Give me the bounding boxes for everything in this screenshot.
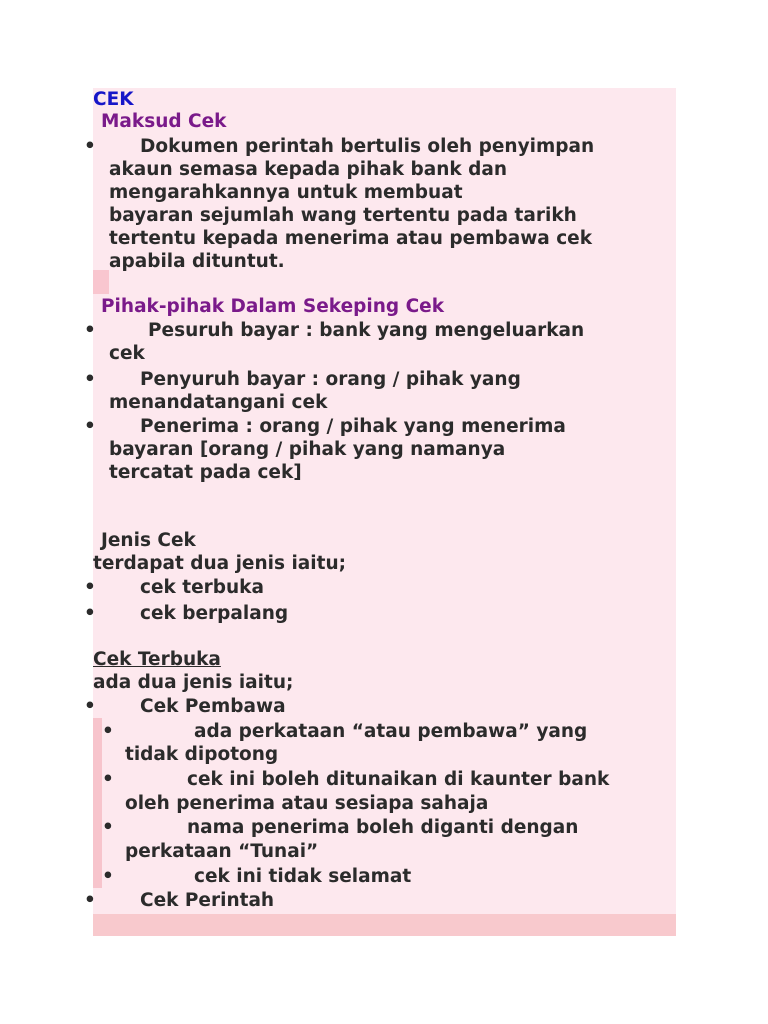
sub-list-item: nama penerima boleh diganti dengan <box>187 817 579 838</box>
list-item: Cek Pembawa <box>140 696 286 717</box>
paragraph-line: mengarahkannya untuk membuat <box>109 182 463 203</box>
paragraph-line: ada dua jenis iaitu; <box>93 672 294 693</box>
decorative-bar <box>93 270 109 294</box>
list-item: bayaran [orang / pihak yang namanya <box>109 439 506 460</box>
bullet-icon: • <box>84 890 96 911</box>
list-item: menandatangani cek <box>109 392 328 413</box>
paragraph-line: terdapat dua jenis iaitu; <box>93 553 347 574</box>
section-heading: Cek Terbuka <box>93 649 221 670</box>
sub-list-item: cek ini tidak selamat <box>194 866 412 887</box>
section-heading: Maksud Cek <box>101 111 227 132</box>
bullet-icon: • <box>84 603 96 624</box>
bullet-icon: • <box>84 136 96 157</box>
sub-list-item: perkataan “Tunai” <box>125 841 319 862</box>
bullet-icon: • <box>84 696 96 717</box>
bullet-icon: • <box>102 769 114 790</box>
bullet-icon: • <box>102 866 114 887</box>
list-item: cek <box>109 343 145 364</box>
bullet-icon: • <box>84 416 96 437</box>
paragraph-line: Dokumen perintah bertulis oleh penyimpan <box>140 136 595 157</box>
list-item: Penerima : orang / pihak yang menerima <box>140 416 566 437</box>
paragraph-line: tertentu kepada menerima atau pembawa cek <box>109 228 593 249</box>
bullet-icon: • <box>102 721 114 742</box>
list-item: Penyuruh bayar : orang / pihak yang <box>140 369 521 390</box>
decorative-bar <box>93 718 102 888</box>
bullet-icon: • <box>84 577 96 598</box>
paragraph-line: akaun semasa kepada pihak bank dan <box>109 159 508 180</box>
footer-band <box>93 914 676 936</box>
list-item: cek berpalang <box>140 603 289 624</box>
list-item: Cek Perintah <box>140 890 275 911</box>
bullet-icon: • <box>84 320 96 341</box>
list-item: tercatat pada cek] <box>109 462 302 483</box>
bullet-icon: • <box>84 369 96 390</box>
sub-list-item: ada perkataan “atau pembawa” yang <box>194 721 588 742</box>
paragraph-line: apabila dituntut. <box>109 251 285 272</box>
list-item: Pesuruh bayar : bank yang mengeluarkan <box>148 320 585 341</box>
section-heading: Jenis Cek <box>101 530 196 551</box>
sub-list-item: cek ini boleh ditunaikan di kaunter bank <box>187 769 610 790</box>
paragraph-line: bayaran sejumlah wang tertentu pada tarikh <box>109 205 577 226</box>
section-heading: Pihak-pihak Dalam Sekeping Cek <box>101 296 444 317</box>
list-item: cek terbuka <box>140 577 264 598</box>
sub-list-item: oleh penerima atau sesiapa sahaja <box>125 793 489 814</box>
document-title: CEK <box>93 89 134 110</box>
sub-list-item: tidak dipotong <box>125 744 279 765</box>
background-gap <box>82 268 93 298</box>
bullet-icon: • <box>102 817 114 838</box>
